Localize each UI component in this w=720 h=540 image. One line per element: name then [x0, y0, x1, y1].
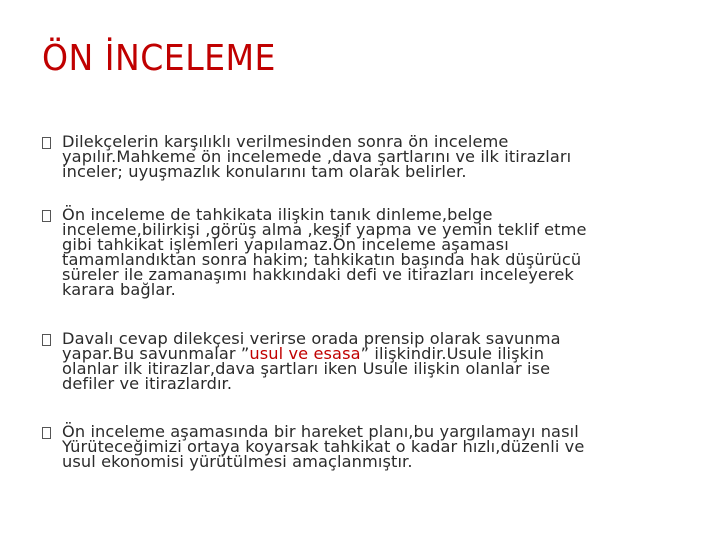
bullet-1-line-1: Dilekçelerin karşılıklı verilmesinden sonra ön inceleme: [62, 132, 509, 151]
square-bullet-icon: [42, 334, 51, 346]
bullet-2-line-6: karara bağlar.: [62, 280, 176, 299]
bullet-1-line-3: inceler; uyuşmazlık konularını tam olarak belirler.: [62, 162, 467, 181]
bullet-3-line-2-after: ” ilişkindir.Usule ilişkin: [360, 344, 545, 363]
bullet-4-line-3: usul ekonomisi yürütülmesi amaçlanmıştır.: [62, 452, 413, 471]
slide-title: ÖN İNCELEME: [42, 38, 276, 79]
bullet-3-line-3: olanlar ilk itirazlar,dava şartları iken Usule ilişkin olanlar ise: [62, 359, 551, 378]
square-bullet-icon: [42, 210, 51, 222]
bullet-4-line-1: Ön inceleme aşamasında bir hareket planı,bu yargılamayı nasıl: [62, 422, 579, 441]
bullet-1-line-2: yapılır.Mahkeme ön incelemede ,dava şartlarını ve ilk itirazları: [62, 147, 572, 166]
bullet-3-line-4: defiler ve itirazlardır.: [62, 374, 233, 393]
bullet-2-line-2: inceleme,bilirkişi ,görüş alma ,keşif yapma ve yemin teklif etme: [62, 220, 587, 239]
bullet-4-line-2: Yürüteceğimizi ortaya koyarsak tahkikat o kadar hızlı,düzenli ve: [62, 437, 585, 456]
usul-ve-esasa-highlight: usul ve esasa: [249, 344, 361, 363]
bullet-2-line-3: gibi tahkikat işlemleri yapılamaz.Ön inceleme aşaması: [62, 235, 509, 254]
bullet-2-line-4: tamamlandıktan sonra hakim; tahkikatın başında hak düşürücü: [62, 250, 582, 269]
bullet-2-line-5: süreler ile zamanaşımı hakkındaki defi ve itirazları inceleyerek: [62, 265, 574, 284]
square-bullet-icon: [42, 427, 51, 439]
bullet-3-line-2-before: yapar.Bu savunmalar ”: [62, 344, 250, 363]
square-bullet-icon: [42, 137, 51, 149]
bullet-3-line-1: Davalı cevap dilekçesi verirse orada prensip olarak savunma: [62, 329, 561, 348]
bullet-2-line-1: Ön inceleme de tahkikata ilişkin tanık dinleme,belge: [62, 205, 493, 224]
